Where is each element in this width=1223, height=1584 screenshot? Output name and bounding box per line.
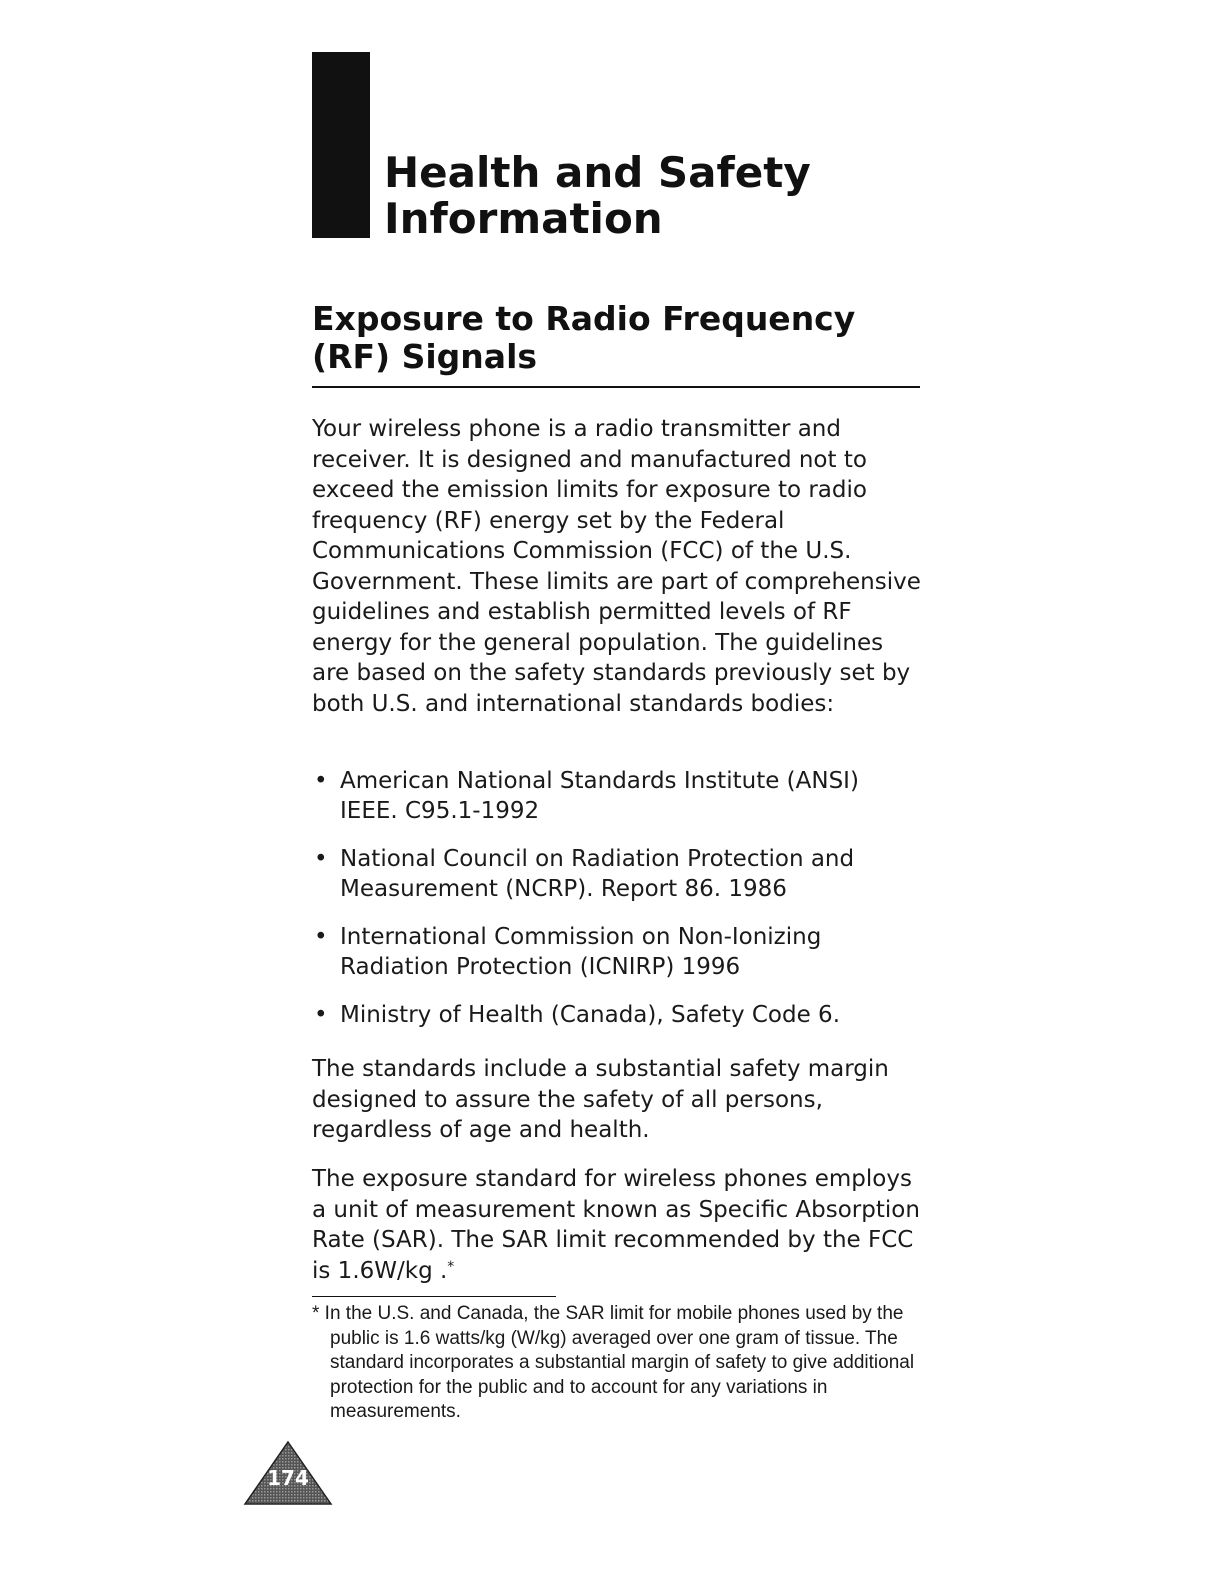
- bullet-icon: •: [314, 768, 328, 794]
- footnote-marker: *: [447, 1258, 455, 1275]
- bullet-icon: •: [314, 846, 328, 872]
- bullet-icon: •: [314, 924, 328, 950]
- list-item: [312, 1000, 922, 1030]
- list-item-text: National Council on Radiation Protection and Measurement (NCRP). Report 86. 1986: [340, 846, 855, 902]
- list-item-text: International Commission on Non-Ionizing Radiation Protection (ICNIRP) 1996: [340, 924, 822, 980]
- section-divider: [312, 386, 920, 388]
- sar-paragraph-text: The exposure standard for wireless phones employs a unit of measurement known as Specific Absorption Rate (SAR). The SAR limit recommended by the FCC is 1.6W/kg .: [312, 1166, 920, 1284]
- footnote-divider: [312, 1296, 556, 1297]
- footnote: * In the U.S. and Canada, the SAR limit for mobile phones used by the public is 1.6 watts/kg (W/kg) averaged over one gram of tissue. The standard incorporates a substantial margin of safety to give additional protection for the public and to account for any variations in measurements.: [312, 1303, 915, 1422]
- page-number: 174: [267, 1466, 309, 1490]
- safety-margin-paragraph: The standards include a substantial safety margin designed to assure the safety of all persons, regardless of age and health.: [312, 1056, 889, 1143]
- standards-bodies-list: [312, 766, 922, 1048]
- list-item: [312, 922, 922, 982]
- bullet-icon: •: [314, 1002, 328, 1028]
- list-item-text: Ministry of Health (Canada), Safety Code 6.: [340, 1002, 841, 1028]
- section-title: Exposure to Radio Frequency (RF) Signals: [312, 299, 856, 376]
- chapter-marker-bar: [312, 52, 370, 238]
- list-item-text: American National Standards Institute (ANSI) IEEE. C95.1-1992: [340, 768, 859, 824]
- chapter-title: Health and Safety Information: [384, 148, 811, 243]
- list-item: [312, 766, 922, 826]
- intro-paragraph: Your wireless phone is a radio transmitter and receiver. It is designed and manufactured not to exceed the emission limits for exposure to radio frequency (RF) energy set by the Federal Communications Commission (FCC) of the U.S. Government. These limits are part of comprehensive guidelines and establish permitted levels of RF energy for the general population. The guidelines are based on the safety standards previously set by both U.S. and international standards bodies:: [312, 416, 921, 717]
- sar-paragraph: [312, 1164, 922, 1286]
- list-item: [312, 844, 922, 904]
